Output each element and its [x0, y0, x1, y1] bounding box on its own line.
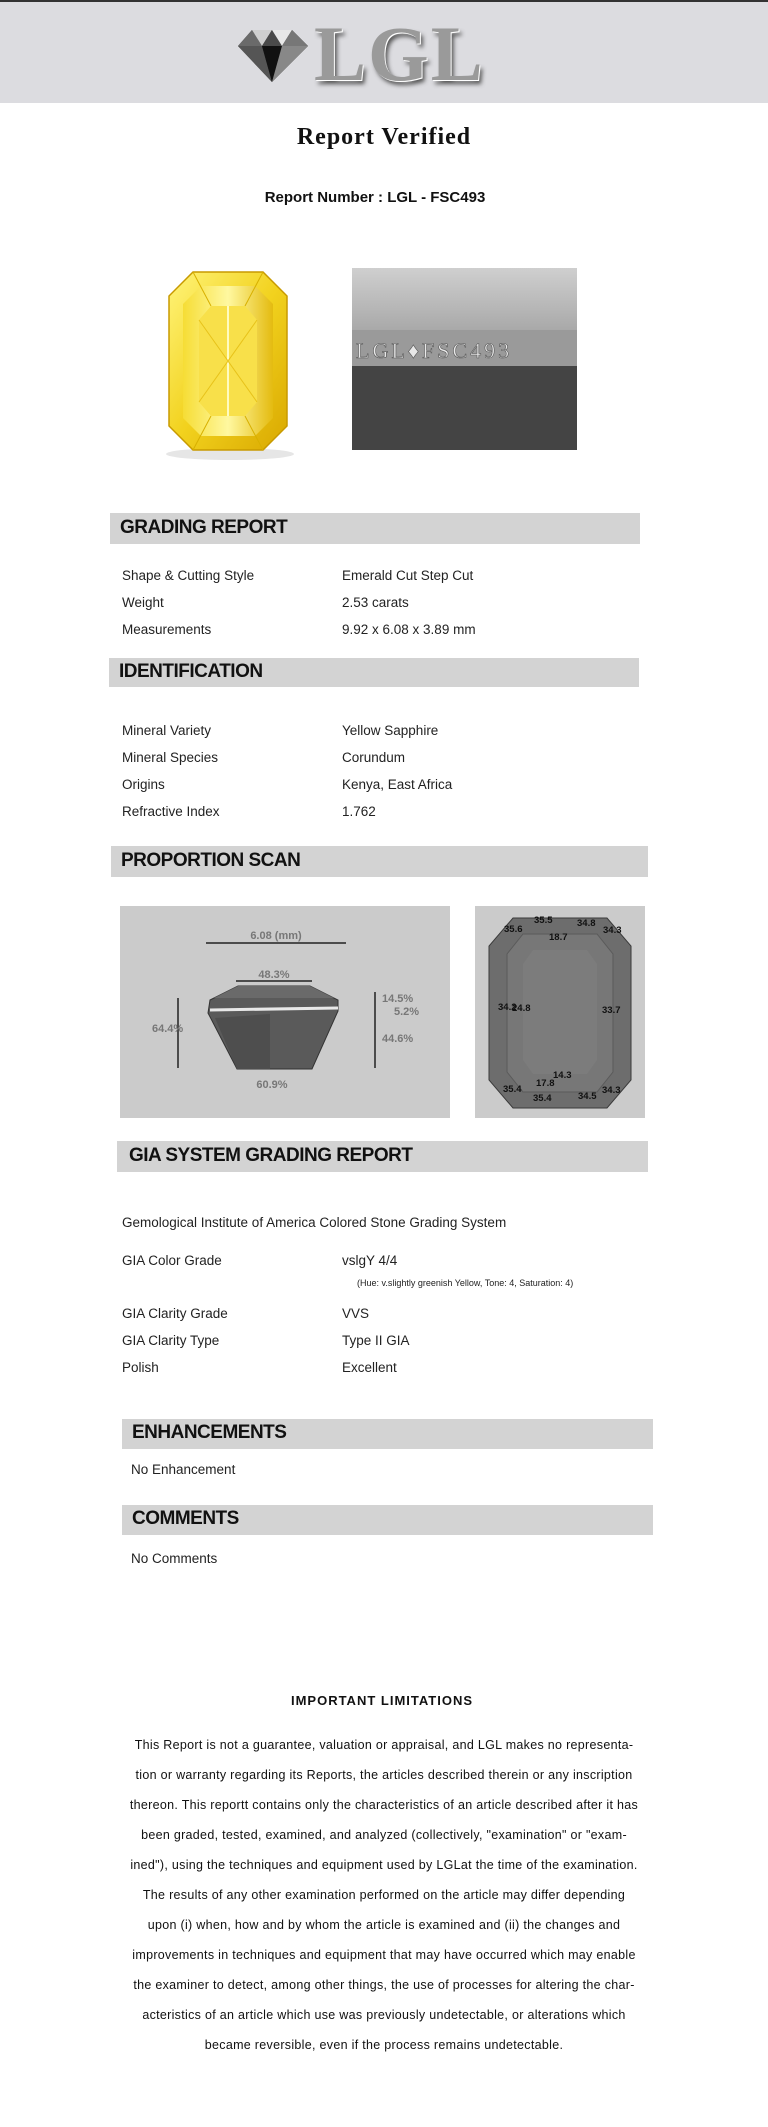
top-v8: 33.7 [602, 1005, 621, 1016]
comments-text: No Comments [131, 1551, 218, 1566]
top-view-panel [475, 906, 645, 1118]
gia-type-value: Type II GIA [342, 1333, 410, 1348]
grading-label-measurements: Measurements [122, 622, 212, 637]
table-label: 48.3% [258, 969, 290, 981]
gia-polish-value: Excellent [342, 1360, 397, 1375]
logo-text: LGL [314, 10, 485, 97]
emerald-cut-gem-image [133, 266, 323, 462]
limitations-line: This Report is not a guarantee, valuation or appraisal, and LGL makes no representa- [134, 1738, 634, 1752]
identification-heading: IDENTIFICATION [109, 658, 639, 687]
grading-value-measurements: 9.92 x 6.08 x 3.89 mm [342, 622, 476, 637]
enhancements-text: No Enhancement [131, 1462, 236, 1477]
id-value-species: Corundum [342, 750, 406, 765]
top-v2: 35.5 [534, 915, 553, 926]
id-value-origins: Kenya, East Africa [342, 777, 453, 792]
top-v10: 17.8 [536, 1078, 555, 1089]
top-v5: 18.7 [549, 932, 568, 943]
gia-polish-label: Polish [122, 1360, 159, 1375]
grading-label-shape: Shape & Cutting Style [122, 568, 255, 583]
gia-color-label: GIA Color Grade [122, 1253, 222, 1268]
top-v11: 35.4 [503, 1084, 522, 1095]
limitations-line: the examiner to detect, among other things, the use of processes for altering the char- [133, 1978, 635, 1992]
id-label-variety: Mineral Variety [122, 723, 212, 738]
limitations-line: ined"), using the techniques and equipment used by LGLat the time of the examination. [130, 1858, 638, 1872]
width-label: 6.08 (mm) [250, 930, 302, 942]
top-v13: 34.5 [578, 1091, 597, 1102]
inscription-photo [352, 268, 577, 450]
proportion-scan-heading: PROPORTION SCAN [111, 846, 648, 877]
gia-clarity-label: GIA Clarity Grade [122, 1306, 228, 1321]
comments-heading: COMMENTS [122, 1505, 653, 1535]
id-label-ri: Refractive Index [122, 804, 220, 819]
lgl-logo[interactable] [232, 10, 485, 97]
limitations-line: became reversible, even if the process remains undetectable. [204, 2038, 564, 2052]
page-title: Report Verified [296, 124, 472, 150]
gia-color-note: (Hue: v.slightly greenish Yellow, Tone: 4, Saturation: 4) [357, 1278, 574, 1288]
id-label-species: Mineral Species [122, 750, 219, 765]
limitations-line: thereon. This reportt contains only the characteristics of an article described after it has [129, 1798, 639, 1812]
gem-photo [133, 266, 323, 462]
inscription-text: LGL♦FSC493 [356, 338, 513, 363]
depth-label: 64.4% [152, 1023, 184, 1035]
grading-report-heading: GRADING REPORT [110, 513, 640, 544]
gia-intro: Gemological Institute of America Colored Stone Grading System [122, 1215, 507, 1230]
limitations-line: The results of any other examination performed on the article may differ depending [142, 1888, 626, 1902]
side-profile-panel [120, 906, 450, 1118]
gia-type-label: GIA Clarity Type [122, 1333, 220, 1348]
top-v12: 35.4 [533, 1093, 552, 1104]
crown-label: 14.5% [382, 993, 414, 1005]
grading-value-weight: 2.53 carats [342, 595, 409, 610]
grading-label-weight: Weight [122, 595, 164, 610]
header-banner [0, 2, 768, 103]
id-label-origins: Origins [122, 777, 165, 792]
girdle-label: 5.2% [394, 1006, 420, 1018]
limitations-line: upon (i) when, how and by whom the article is examined and (ii) the changes and [147, 1918, 621, 1932]
top-v14: 34.3 [602, 1085, 621, 1096]
top-v6: 34.2 [498, 1002, 517, 1013]
enhancements-heading: ENHANCEMENTS [122, 1419, 653, 1449]
pavilion-label: 44.6% [382, 1033, 414, 1045]
gia-clarity-value: VVS [342, 1306, 370, 1321]
report-number: Report Number : LGL - FSC493 [264, 189, 486, 206]
grading-value-shape: Emerald Cut Step Cut [342, 568, 474, 583]
limitations-line: been graded, tested, examined, and analyzed (collectively, "examination" or "exam- [141, 1828, 627, 1842]
top-v9: 14.3 [553, 1070, 572, 1081]
gia-heading: GIA SYSTEM GRADING REPORT [117, 1141, 648, 1172]
top-v7: 24.8 [512, 1003, 531, 1014]
limitations-heading: IMPORTANT LIMITATIONS [290, 1693, 474, 1708]
gia-color-value: vslgY 4/4 [342, 1253, 398, 1268]
limitations-line: tion or warranty regarding its Reports, the articles described therein or any inscription [135, 1768, 633, 1782]
top-v4: 34.3 [603, 925, 622, 936]
limitations-line: acteristics of an article which use was previously undetectable, or alterations which [142, 2008, 626, 2022]
top-v3: 34.8 [577, 918, 596, 929]
bottom-label: 60.9% [256, 1079, 288, 1091]
limitations-line: improvements in techniques and equipment that may have occurred which may enable [132, 1948, 636, 1962]
id-value-ri: 1.762 [342, 804, 376, 819]
diamond-icon [232, 24, 312, 84]
top-v1: 35.6 [504, 924, 523, 935]
id-value-variety: Yellow Sapphire [342, 723, 439, 738]
limitations-text [115, 1730, 653, 2060]
